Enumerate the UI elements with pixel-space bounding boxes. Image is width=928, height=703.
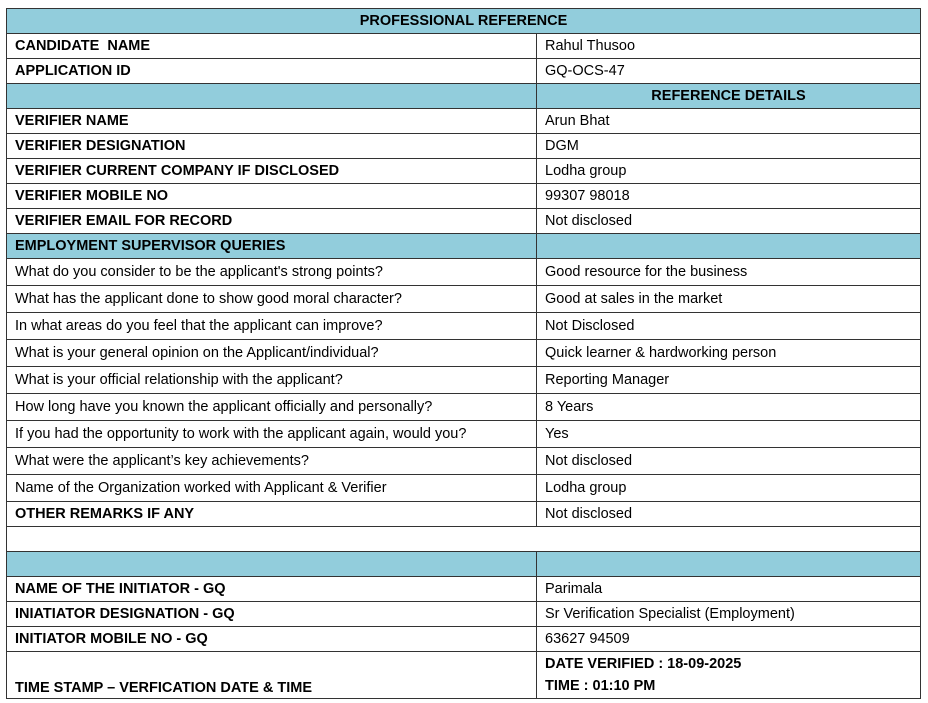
initiator-heading-right — [537, 552, 921, 577]
verifier-value: Lodha group — [537, 159, 921, 184]
date-verified: DATE VERIFIED : 18-09-2025 — [545, 656, 742, 672]
query-row — [7, 448, 921, 475]
reference-details-heading-row — [7, 84, 921, 109]
verifier-row — [7, 159, 921, 184]
query-question: What has the applicant done to show good moral character? — [7, 286, 537, 313]
query-row — [7, 286, 921, 313]
verifier-label: VERIFIER MOBILE NO — [7, 184, 537, 209]
verifier-label: VERIFIER NAME — [7, 109, 537, 134]
timestamp-label: TIME STAMP – VERFICATION DATE & TIME — [7, 652, 537, 699]
query-question: If you had the opportunity to work with the applicant again, would you? — [7, 421, 537, 448]
initiator-heading-left — [7, 552, 537, 577]
query-answer: Reporting Manager — [537, 367, 921, 394]
query-question: What is your official relationship with the applicant? — [7, 367, 537, 394]
query-question: In what areas do you feel that the applicant can improve? — [7, 313, 537, 340]
query-row — [7, 313, 921, 340]
blank-cell — [7, 527, 921, 552]
blank-row — [7, 527, 921, 552]
queries-heading-row — [7, 234, 921, 259]
verifier-value: Arun Bhat — [537, 109, 921, 134]
candidate-name-row — [7, 34, 921, 59]
candidate-name-label: CANDIDATE NAME — [7, 34, 537, 59]
verifier-value: 99307 98018 — [537, 184, 921, 209]
query-answer: Not disclosed — [537, 448, 921, 475]
query-answer: Good at sales in the market — [537, 286, 921, 313]
remarks-label: OTHER REMARKS IF ANY — [7, 502, 537, 527]
query-answer: 8 Years — [537, 394, 921, 421]
time-verified: TIME : 01:10 PM — [545, 678, 656, 694]
verifier-row — [7, 134, 921, 159]
query-row — [7, 367, 921, 394]
initiator-label: NAME OF THE INITIATOR - GQ — [7, 577, 537, 602]
initiator-value: 63627 94509 — [537, 627, 921, 652]
verifier-value: Not disclosed — [537, 209, 921, 234]
initiator-row — [7, 627, 921, 652]
title-row — [7, 9, 921, 34]
initiator-heading-row — [7, 552, 921, 577]
initiator-value: Parimala — [537, 577, 921, 602]
query-question: What is your general opinion on the Applicant/individual? — [7, 340, 537, 367]
queries-heading: EMPLOYMENT SUPERVISOR QUERIES — [7, 234, 537, 259]
query-question: What do you consider to be the applicant's strong points? — [7, 259, 537, 286]
query-answer: Yes — [537, 421, 921, 448]
verifier-row — [7, 184, 921, 209]
application-id-label: APPLICATION ID — [7, 59, 537, 84]
timestamp-value — [537, 652, 921, 699]
query-question: What were the applicant’s key achievements? — [7, 448, 537, 475]
verifier-row — [7, 109, 921, 134]
query-answer: Lodha group — [537, 475, 921, 502]
initiator-value: Sr Verification Specialist (Employment) — [537, 602, 921, 627]
remarks-value: Not disclosed — [537, 502, 921, 527]
query-row — [7, 475, 921, 502]
query-row — [7, 259, 921, 286]
query-question: How long have you known the applicant officially and personally? — [7, 394, 537, 421]
page-title: PROFESSIONAL REFERENCE — [7, 9, 921, 34]
verifier-label: VERIFIER EMAIL FOR RECORD — [7, 209, 537, 234]
professional-reference-table — [6, 8, 921, 699]
query-row — [7, 340, 921, 367]
verifier-label: VERIFIER DESIGNATION — [7, 134, 537, 159]
remarks-row — [7, 502, 921, 527]
query-answer: Quick learner & hardworking person — [537, 340, 921, 367]
reference-details-heading-left — [7, 84, 537, 109]
query-answer: Good resource for the business — [537, 259, 921, 286]
initiator-label: INIATIATOR DESIGNATION - GQ — [7, 602, 537, 627]
initiator-row — [7, 577, 921, 602]
timestamp-row — [7, 652, 921, 699]
application-id-row — [7, 59, 921, 84]
query-question: Name of the Organization worked with Applicant & Verifier — [7, 475, 537, 502]
queries-heading-right — [537, 234, 921, 259]
verifier-row — [7, 209, 921, 234]
verifier-value: DGM — [537, 134, 921, 159]
query-row — [7, 421, 921, 448]
verifier-label: VERIFIER CURRENT COMPANY IF DISCLOSED — [7, 159, 537, 184]
application-id-value: GQ-OCS-47 — [537, 59, 921, 84]
query-row — [7, 394, 921, 421]
query-answer: Not Disclosed — [537, 313, 921, 340]
initiator-label: INITIATOR MOBILE NO - GQ — [7, 627, 537, 652]
reference-details-heading: REFERENCE DETAILS — [537, 84, 921, 109]
initiator-row — [7, 602, 921, 627]
candidate-name-value: Rahul Thusoo — [537, 34, 921, 59]
